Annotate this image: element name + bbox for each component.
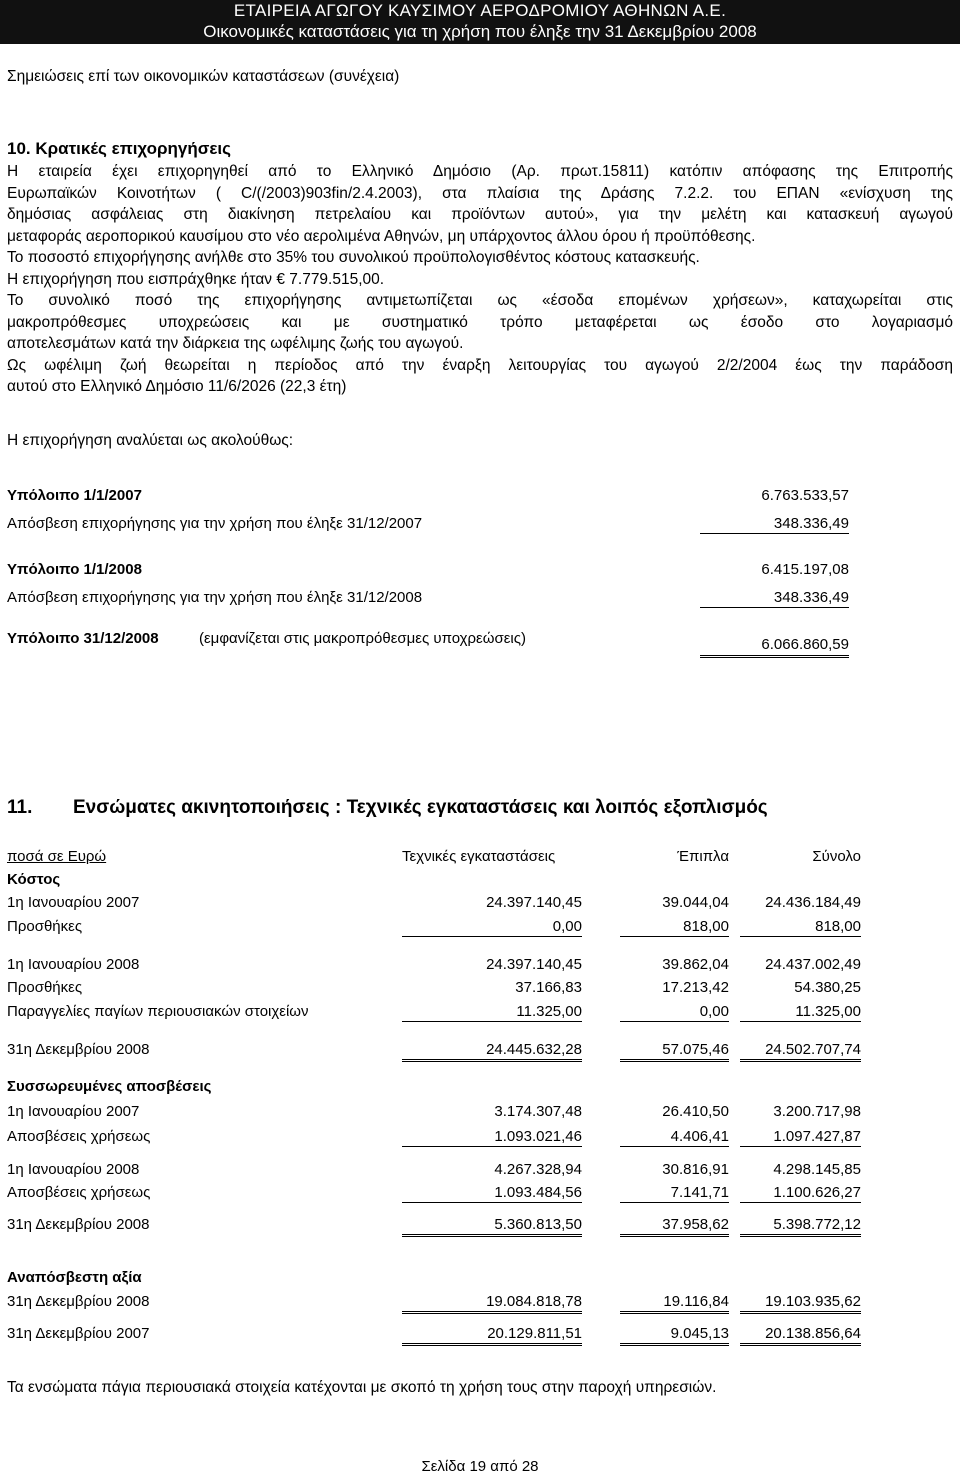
table-cell: 1.093.021,46 [402,1128,582,1147]
table-cell: 4.267.328,94 [494,1161,582,1178]
table-row-label: Αποσβέσεις χρήσεως [7,1184,151,1201]
paragraph-line: αυτού στο Ελληνικό Δημόσιο 11/6/2026 (22,3 έτη) [7,378,347,395]
table-cell: 24.445.632,28 [402,1041,582,1062]
paragraph-line: Ευρωπαϊκών Κοινοτήτων ( C/(/2003)903fin/2.4.2003), στα πλαίσια της Δράσης 7.2.2. του ΕΠΑΝ «ενίσχυση της [7,184,953,202]
table-row-label: Παραγγελίες παγίων περιουσιακών στοιχείων [7,1003,309,1020]
table-cell: 0,00 [402,918,582,937]
paragraph-line: μακροπρόθεσμες υποχρεώσεις και με συστηματικό τρόπο μεταφέρεται ως έσοδο στο λογαριασμό [7,313,953,331]
table-row-label: 31η Δεκεμβρίου 2008 [7,1216,150,1233]
notes-title: Σημειώσεις επί των οικονομικών καταστάσεων (συνέχεια) [7,68,400,85]
table-cell: 24.502.707,74 [740,1041,861,1062]
company-name: ΕΤΑΙΡΕΙΑ ΑΓΩΓΟΥ ΚΑΥΣΙΜΟΥ ΑΕΡΟΔΡΟΜΙΟΥ ΑΘΗΝΩΝ Α.Ε. [233,1,727,20]
grant-closing-note: (εμφανίζεται στις μακροπρόθεσμες υποχρεώσεις) [199,630,526,647]
table-cell: 11.325,00 [740,1003,861,1022]
table-cell: 19.103.935,62 [740,1293,861,1314]
table-cell: 1.097.427,87 [740,1128,861,1147]
table-row-label: Προσθήκες [7,979,83,996]
table-cell: 1.093.484,56 [402,1184,582,1203]
grant-amortization-label: Απόσβεση επιχορήγησης για την χρήση που έληξε 31/12/2008 [7,589,423,606]
grant-balance-label: Υπόλοιπο 1/1/2007 [7,487,142,504]
table-cell: 7.141,71 [620,1184,729,1203]
table-cell: 818,00 [620,918,729,937]
table-cell: 20.129.811,51 [402,1325,582,1346]
table-cell: 3.174.307,48 [494,1103,582,1120]
paragraph-line: Η εταιρεία έχει επιχορηγηθεί από το Ελληνικό Δημόσιο (Αρ. πρωτ.15811) κατόπιν απόφασης της Επιτροπής [7,163,953,180]
table-cell: 39.862,04 [662,956,729,973]
table-cell: 57.075,46 [620,1041,729,1062]
paragraph-line: Το ποσοστό επιχορήγησης ανήλθε στο 35% του συνολικού προϋπολογισθέντος κόστους κατασκευής. [7,249,700,266]
table-cell: 19.084.818,78 [402,1293,582,1314]
table-cell: 26.410,50 [662,1103,729,1120]
column-header-amounts: ποσά σε Ευρώ [7,848,107,865]
table-row-label: Αποσβέσεις χρήσεως [7,1128,151,1145]
table-cell: 818,00 [740,918,861,937]
table-cell: 54.380,25 [794,979,861,996]
table-cell: 37.958,62 [620,1216,729,1237]
section-10-body [7,161,953,398]
column-header-total: Σύνολο [812,848,861,865]
header-banner [0,0,960,44]
table-cell: 0,00 [620,1003,729,1022]
paragraph-line: μεταφοράς αεροπορικού καυσίμου στο νέο αερολιμένα Αθηνών, μη υπάρχοντος άλλου όρου ή προϋπόθεσης. [7,227,756,245]
table-row-label: 31η Δεκεμβρίου 2008 [7,1041,150,1058]
cost-heading: Κόστος [7,871,61,888]
table-row-label: Προσθήκες [7,918,83,935]
analysis-intro: Η επιχορήγηση αναλύεται ως ακολούθως: [7,432,294,449]
table-cell: 3.200.717,98 [773,1103,861,1120]
table-cell: 17.213,42 [662,979,729,996]
grant-closing-value: 6.066.860,59 [700,636,849,658]
table-row-label: 31η Δεκεμβρίου 2007 [7,1325,150,1342]
grant-amortization-value: 348.336,49 [700,589,849,608]
section-10-title: 10. Κρατικές επιχορηγήσεις [7,139,231,158]
table-cell: 24.437.002,49 [765,956,861,973]
table-row-label: 1η Ιανουαρίου 2007 [7,1103,140,1120]
statements-subtitle: Οικονομικές καταστάσεις για τη χρήση που έληξε την 31 Δεκεμβρίου 2008 [203,22,757,41]
table-cell: 37.166,83 [515,979,582,996]
table-cell: 24.397.140,45 [486,894,582,911]
grant-balance-value: 6.415.197,08 [761,561,849,578]
table-cell: 1.100.626,27 [740,1184,861,1203]
paragraph-line: Η επιχορήγηση που εισπράχθηκε ήταν € 7.779.515,00. [7,270,385,288]
grant-amortization-label: Απόσβεση επιχορήγησης για την χρήση που έληξε 31/12/2007 [7,515,423,532]
paragraph-line: Το συνολικό ποσό της επιχορήγησης αντιμετωπίζεται ως «έσοδα επομένων χρήσεων», καταχωρείται στις [7,292,953,309]
table-cell: 4.298.145,85 [773,1161,861,1178]
paragraph-line: αποτελεσμάτων κατά την διάρκεια της ωφέλιμης ζωής του αγωγού. [7,335,464,352]
column-header-installations: Τεχνικές εγκαταστάσεις [402,848,556,865]
grant-closing-label: Υπόλοιπο 31/12/2008 [7,630,159,647]
table-cell: 24.397.140,45 [486,956,582,973]
table-cell: 11.325,00 [402,1003,582,1022]
table-row-label: 1η Ιανουαρίου 2008 [7,956,140,973]
paragraph-line: δημόσιας ασφάλειας στη διακίνηση πετρελαίου και προϊόντων αυτού», για την μελέτη και κατασκευή αγωγού [7,206,953,223]
table-cell: 5.360.813,50 [402,1216,582,1237]
depreciation-heading: Συσσωρευμένες αποσβέσεις [7,1078,212,1095]
table-cell: 4.406,41 [620,1128,729,1147]
table-cell: 5.398.772,12 [740,1216,861,1237]
table-cell: 30.816,91 [662,1161,729,1178]
table-row-label: 31η Δεκεμβρίου 2008 [7,1293,150,1310]
table-cell: 19.116,84 [620,1293,729,1314]
table-row-label: 1η Ιανουαρίου 2007 [7,894,140,911]
page-number: Σελίδα 19 από 28 [421,1458,539,1475]
table-cell: 24.436.184,49 [765,894,861,911]
nbv-heading: Αναπόσβεστη αξία [7,1269,142,1286]
section-11-title: Ενσώματες ακινητοποιήσεις : Τεχνικές εγκαταστάσεις και λοιπός εξοπλισμός [73,797,768,818]
table-cell: 20.138.856,64 [740,1325,861,1346]
table-cell: 9.045,13 [620,1325,729,1346]
grant-balance-value: 6.763.533,57 [761,487,849,504]
section-11-number: 11. [7,797,33,818]
column-header-furniture: Έπιπλα [677,848,729,865]
table-cell: 39.044,04 [662,894,729,911]
grant-amortization-value: 348.336,49 [700,515,849,534]
table-row-label: 1η Ιανουαρίου 2008 [7,1161,140,1178]
grant-balance-label: Υπόλοιπο 1/1/2008 [7,561,142,578]
paragraph-line: Ως ωφέλιμη ζωή θεωρείται η περίοδος από την έναρξη λειτουργίας του αγωγού 2/2/2004 έως την παράδοση [7,356,953,374]
closing-note: Τα ενσώματα πάγια περιουσιακά στοιχεία κατέχονται με σκοπό τη χρήση τους στην παροχή υπηρεσιών. [7,1379,717,1396]
